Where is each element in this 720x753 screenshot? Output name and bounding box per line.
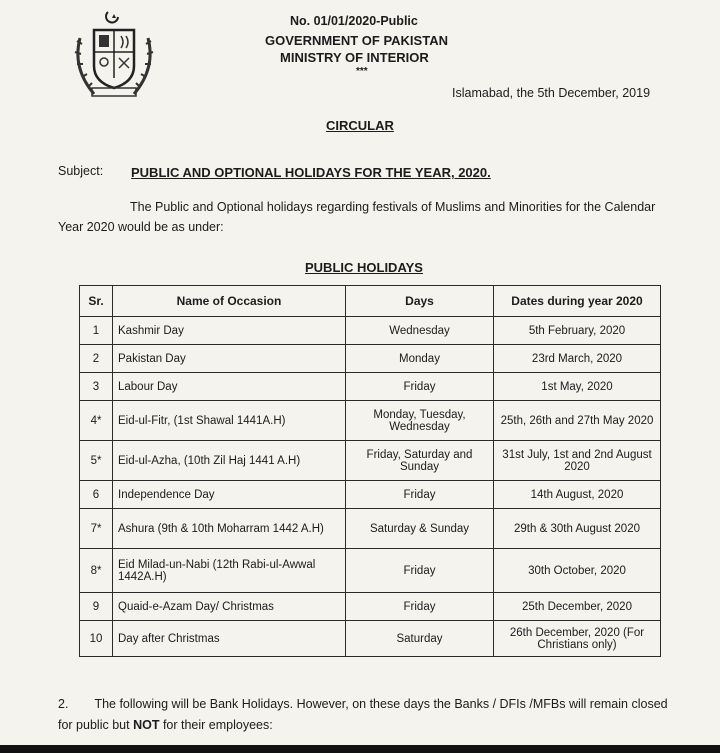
circular-title: CIRCULAR bbox=[326, 118, 394, 133]
row-days: Friday bbox=[346, 481, 494, 509]
row-occasion: Eid-ul-Azha, (10th Zil Haj 1441 A.H) bbox=[113, 441, 346, 481]
row-date: 23rd March, 2020 bbox=[494, 345, 661, 373]
public-holidays-table bbox=[79, 285, 661, 657]
column-header-days: Days bbox=[346, 286, 494, 317]
table-header-row bbox=[80, 286, 661, 317]
row-occasion: Kashmir Day bbox=[113, 317, 346, 345]
state-emblem-icon bbox=[66, 8, 162, 104]
public-holidays-title: PUBLIC HOLIDAYS bbox=[305, 260, 423, 275]
row-days: Friday bbox=[346, 373, 494, 401]
row-occasion: Eid Milad-un-Nabi (12th Rabi-ul-Awwal 1442A.H) bbox=[113, 549, 346, 593]
table-row bbox=[80, 593, 661, 621]
row-date: 31st July, 1st and 2nd August 2020 bbox=[494, 441, 661, 481]
intro-paragraph: The Public and Optional holidays regarding festivals of Muslims and Minorities for the Calendar Year 2020 would be as under: bbox=[58, 200, 656, 234]
table-row bbox=[80, 345, 661, 373]
table-row bbox=[80, 481, 661, 509]
row-sr: 3 bbox=[80, 373, 113, 401]
header-separator: *** bbox=[356, 66, 368, 77]
row-sr: 2 bbox=[80, 345, 113, 373]
bank-holidays-paragraph bbox=[58, 694, 683, 736]
bank-text-bold: NOT bbox=[133, 718, 160, 732]
paragraph-number: 2. bbox=[58, 697, 69, 711]
bottom-edge-bar bbox=[0, 745, 720, 753]
row-occasion: Pakistan Day bbox=[113, 345, 346, 373]
row-days: Friday bbox=[346, 549, 494, 593]
row-sr: 4* bbox=[80, 401, 113, 441]
reference-number: No. 01/01/2020-Public bbox=[290, 14, 418, 28]
row-days: Monday, Tuesday, Wednesday bbox=[346, 401, 494, 441]
row-date: 1st May, 2020 bbox=[494, 373, 661, 401]
subject-text: PUBLIC AND OPTIONAL HOLIDAYS FOR THE YEAR, 2020. bbox=[131, 165, 491, 180]
table-row bbox=[80, 549, 661, 593]
row-occasion: Quaid-e-Azam Day/ Christmas bbox=[113, 593, 346, 621]
row-sr: 6 bbox=[80, 481, 113, 509]
column-header-dates: Dates during year 2020 bbox=[494, 286, 661, 317]
dateline: Islamabad, the 5th December, 2019 bbox=[452, 86, 651, 100]
table-row bbox=[80, 373, 661, 401]
row-occasion: Labour Day bbox=[113, 373, 346, 401]
table-row bbox=[80, 621, 661, 657]
row-sr: 7* bbox=[80, 509, 113, 549]
row-occasion: Ashura (9th & 10th Moharram 1442 A.H) bbox=[113, 509, 346, 549]
row-date: 25th December, 2020 bbox=[494, 593, 661, 621]
row-days: Friday bbox=[346, 593, 494, 621]
row-days: Monday bbox=[346, 345, 494, 373]
row-date: 26th December, 2020 (For Christians only) bbox=[494, 621, 661, 657]
row-days: Friday, Saturday and Sunday bbox=[346, 441, 494, 481]
ministry-title: MINISTRY OF INTERIOR bbox=[280, 50, 429, 65]
row-occasion: Day after Christmas bbox=[113, 621, 346, 657]
row-days: Wednesday bbox=[346, 317, 494, 345]
table-row bbox=[80, 317, 661, 345]
table-row bbox=[80, 441, 661, 481]
bank-text-after: for their employees: bbox=[162, 718, 273, 732]
row-sr: 9 bbox=[80, 593, 113, 621]
row-date: 14th August, 2020 bbox=[494, 481, 661, 509]
row-sr: 5* bbox=[80, 441, 113, 481]
row-date: 30th October, 2020 bbox=[494, 549, 661, 593]
table-row bbox=[80, 509, 661, 549]
row-days: Saturday bbox=[346, 621, 494, 657]
row-sr: 1 bbox=[80, 317, 113, 345]
column-header-occasion: Name of Occasion bbox=[113, 286, 346, 317]
table-row bbox=[80, 401, 661, 441]
row-sr: 8* bbox=[80, 549, 113, 593]
row-sr: 10 bbox=[80, 621, 113, 657]
row-date: 29th & 30th August 2020 bbox=[494, 509, 661, 549]
row-date: 25th, 26th and 27th May 2020 bbox=[494, 401, 661, 441]
row-occasion: Eid-ul-Fitr, (1st Shawal 1441A.H) bbox=[113, 401, 346, 441]
row-days: Saturday & Sunday bbox=[346, 509, 494, 549]
bank-text-before: The following will be Bank Holidays. However, on these days the Banks / DFIs /MFBs will remain closed for public but bbox=[58, 697, 668, 732]
column-header-sr: Sr. bbox=[80, 286, 113, 317]
government-title: GOVERNMENT OF PAKISTAN bbox=[265, 33, 448, 48]
row-date: 5th February, 2020 bbox=[494, 317, 661, 345]
row-occasion: Independence Day bbox=[113, 481, 346, 509]
subject-label: Subject: bbox=[58, 164, 104, 178]
